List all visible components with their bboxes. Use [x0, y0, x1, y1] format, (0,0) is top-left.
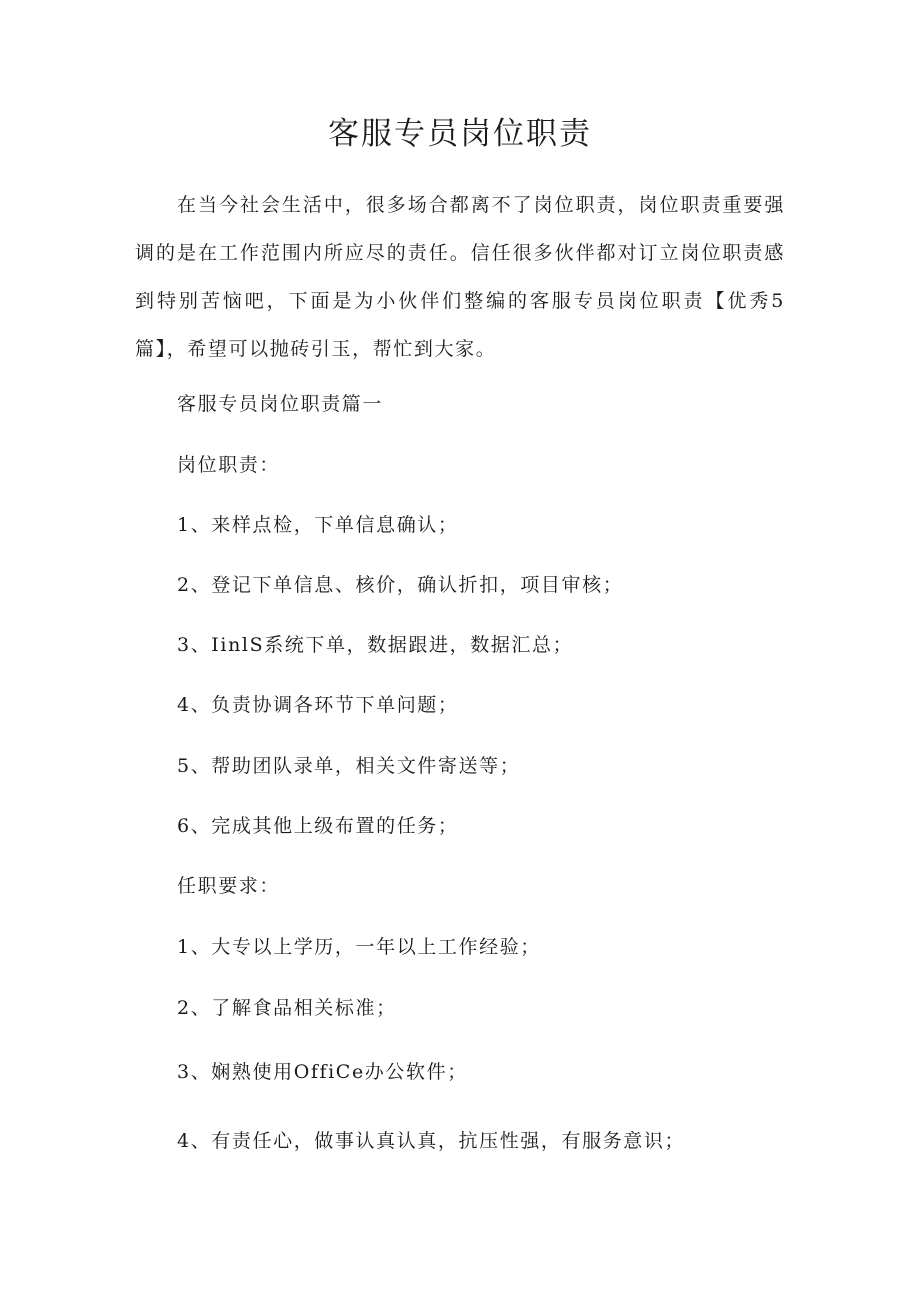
intro-paragraph: 在当今社会生活中，很多场合都离不了岗位职责，岗位职责重要强调的是在工作范围内所应尽的责任。信任很多伙伴都对订立岗位职责感到特别苦恼吧，下面是为小伙伴们整编的客服专员岗位职责【优秀5篇】，希望可以抛砖引玉，帮忙到大家。 — [135, 194, 785, 360]
requirement-item: 2、了解食品相关标准； — [177, 997, 397, 1019]
duty-item: 5、帮助团队录单，相关文件寄送等； — [177, 755, 521, 777]
duty-item: 3、IinlS系统下单，数据跟进，数据汇总； — [177, 634, 574, 656]
duty-item: 2、登记下单信息、核价，确认折扣，项目审核； — [177, 574, 624, 596]
duty-item: 4、负责协调各环节下单问题； — [177, 694, 459, 716]
requirement-item: 1、大专以上学历，一年以上工作经验； — [177, 936, 541, 958]
document-title: 客服专员岗位职责 — [328, 116, 592, 152]
section-heading: 客服专员岗位职责篇一 — [177, 393, 384, 415]
duty-item: 1、来样点检，下单信息确认； — [177, 514, 459, 536]
duties-heading: 岗位职责： — [177, 454, 281, 476]
requirement-item: 3、娴熟使用OffiCe办公软件； — [177, 1061, 468, 1083]
requirement-item: 4、有责任心，做事认真认真，抗压性强，有服务意识； — [177, 1130, 686, 1152]
requirements-heading: 任职要求： — [177, 875, 281, 897]
duty-item: 6、完成其他上级布置的任务； — [177, 815, 459, 837]
